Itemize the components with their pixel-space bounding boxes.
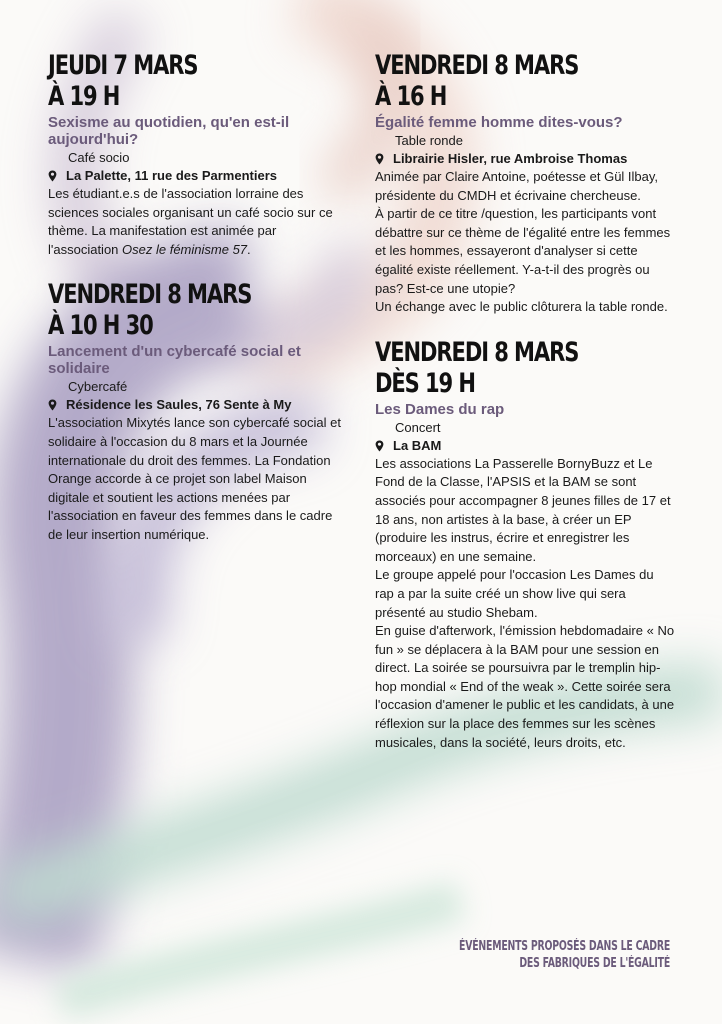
event-description	[375, 455, 675, 753]
event-location	[48, 396, 348, 414]
event-time: À 10 H 30	[48, 310, 153, 342]
footer-line: ÉVÉNEMENTS PROPOSÉS DANS LE CADRE	[459, 939, 670, 954]
location-pin-icon	[48, 170, 57, 182]
event-time: À 19 H	[48, 81, 120, 112]
event-location-text: La Palette, 11 rue des Parmentiers	[66, 168, 277, 183]
footer-note	[377, 938, 670, 972]
event-sexisme	[48, 50, 348, 259]
event-location-text: Librairie Hisler, rue Ambroise Thomas	[393, 151, 628, 166]
location-pin-icon	[375, 153, 384, 165]
event-location	[375, 150, 675, 168]
event-location	[375, 437, 675, 455]
event-date: VENDREDI 8 MARS	[48, 279, 252, 311]
desc-end: .	[247, 241, 251, 257]
event-type: Café socio	[68, 150, 130, 165]
desc-organization: Osez le féminisme 57	[122, 241, 248, 257]
event-cybercafe	[48, 279, 348, 544]
event-egalite	[375, 50, 675, 317]
event-type: Concert	[395, 419, 441, 435]
event-time: DÈS 19 H	[375, 367, 475, 399]
footer-line: DES FABRIQUES DE L'ÉGALITÉ	[519, 956, 670, 971]
event-description	[48, 185, 348, 259]
desc-paragraph: Animée par Claire Antoine, poétesse et Gül Ilbay, présidente du CMDH et écrivaine chercheuse.	[375, 169, 659, 203]
event-type: Table ronde	[395, 133, 463, 148]
left-column	[48, 50, 348, 565]
event-description	[375, 168, 675, 317]
event-dames-du-rap	[375, 337, 675, 753]
event-title: Égalité femme homme dites-vous?	[375, 114, 623, 131]
event-type: Cybercafé	[68, 379, 128, 395]
event-title: Lancement d'un cybercafé social et solidaire	[48, 343, 301, 378]
event-date: VENDREDI 8 MARS	[375, 50, 579, 81]
event-location-text: La BAM	[393, 437, 442, 453]
desc-paragraph: Le groupe appelé pour l'occasion Les Dames du rap a par la suite créé un show live qui sera présenté au studio Shebam.	[375, 567, 654, 620]
desc-paragraph: À partir de ce titre /question, les participants vont débattre sur ce thème de l'égalité entre les femmes et les hommes, essayeront d'analyser si cette égalité existe réellement. Y-a-t-il des progrès ou pas? Est-ce une utopie?	[375, 206, 671, 296]
desc-paragraph: En guise d'afterwork, l'émission hebdomadaire « No fun » se déplacera à la BAM pour une session en direct. La soirée se poursuivra par le tremplin hip-hop mondial « End of the weak ». Cette soirée sera l'occasion d'amener le public et les candidats, à une réflexion sur la place des femmes sur les scènes musicales, dans la société, leurs droits, etc.	[375, 623, 675, 750]
desc-text: Les étudiant.e.s de l'association lorraine des sciences sociales organisant un café socio sur ce thème. La manifestation est animée par l'association	[48, 186, 333, 257]
event-location	[48, 167, 348, 185]
desc-paragraph: Les associations La Passerelle BornyBuzz et Le Fond de la Classe, l'APSIS et la BAM se sont associés pour accompagner 8 jeunes filles de 17 et 18 ans, non artistes à la base, à créer un EP (produire les instrus, écrire et enregistrer les morceaux) en une semaine.	[375, 455, 671, 564]
event-time: À 16 H	[375, 81, 447, 112]
location-pin-icon	[375, 440, 384, 452]
desc-paragraph: Un échange avec le public clôturera la table ronde.	[375, 299, 668, 315]
location-pin-icon	[48, 399, 57, 411]
event-title: Les Dames du rap	[375, 400, 505, 418]
event-date: JEUDI 7 MARS	[48, 50, 198, 81]
right-column	[375, 50, 675, 772]
event-date: VENDREDI 8 MARS	[375, 336, 579, 368]
event-description: L'association Mixytés lance son cybercafé social et solidaire à l'occasion du 8 mars et la Journée internationale du droit des femmes. La Fondation Orange accorde à ce projet son label Maison digitale et soutient les actions menées par l'association en faveur des femmes dans le cadre de leur insertion numérique.	[48, 415, 341, 542]
event-title: Sexisme au quotidien, qu'en est-il aujourd'hui?	[48, 114, 290, 148]
event-location-text: Résidence les Saules, 76 Sente à My	[66, 397, 292, 413]
